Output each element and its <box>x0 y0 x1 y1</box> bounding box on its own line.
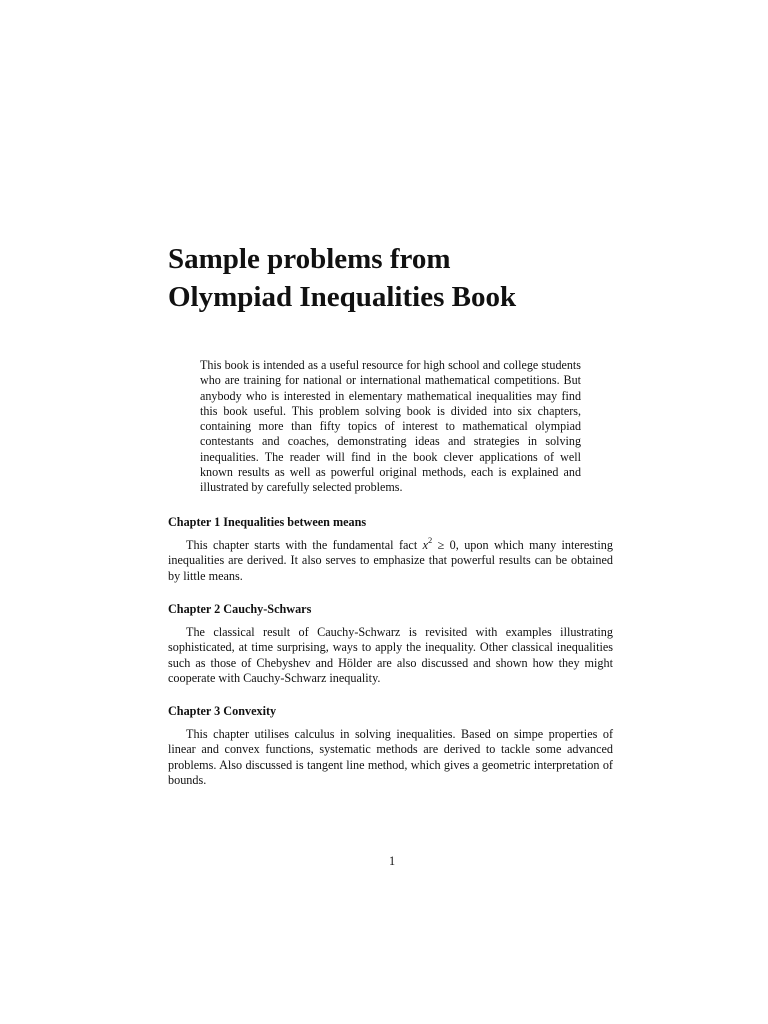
chapter-3-section <box>168 703 613 788</box>
chapter-1-section <box>168 514 613 584</box>
document-title <box>168 240 628 316</box>
title-line-2: Olympiad Inequalities Book <box>168 281 517 313</box>
chapter-1-heading: Chapter 1 Inequalities between means <box>168 515 367 529</box>
math-variable: x <box>422 538 428 552</box>
math-exponent: 2 <box>428 535 433 545</box>
chapter-2-heading: Chapter 2 Cauchy-Schwars <box>168 602 312 616</box>
chapter-2-text: The classical result of Cauchy-Schwarz is revisited with examples illustrating sophisticated, at time surprising, ways to apply the inequality. Other classical inequalities such as those of Chebyshev and Hölder are also discussed and shown how they might cooperate with Cauchy-Schwarz inequality. <box>168 625 613 685</box>
math-relation: ≥ 0 <box>432 538 456 552</box>
chapter-1-text-after: , upon which many interesting inequalities are derived. It also serves to emphasize that powerful results can be obtained by little means. <box>168 538 613 583</box>
chapter-2-section <box>168 601 613 686</box>
abstract-paragraph: This book is intended as a useful resource for high school and college students who are training for national or international mathematical competitions. But anybody who is interested in elementary mathematical inequalities may find this book useful. This problem solving book is divided into six chapters, containing more than fifty topics of interest to mathematical olympiad contestants and coaches, demonstrating ideas and strategies in solving inequalities. The reader will find in the book clever applications of well known results as well as powerful original methods, each is explained and illustrated by carefully selected problems. <box>200 358 581 495</box>
chapter-3-heading: Chapter 3 Convexity <box>168 704 277 718</box>
chapter-3-text: This chapter utilises calculus in solving inequalities. Based on simpe properties of linear and convex functions, systematic methods are derived to tackle some advanced problems. Also discussed is tangent line method, which gives a geometric interpretation of bounds. <box>168 727 613 787</box>
title-line-1: Sample problems from <box>168 243 451 275</box>
chapter-1-text-before: This chapter starts with the fundamental fact <box>186 538 423 552</box>
chapter-1-text <box>168 535 613 584</box>
page-number: 1 <box>388 854 396 868</box>
